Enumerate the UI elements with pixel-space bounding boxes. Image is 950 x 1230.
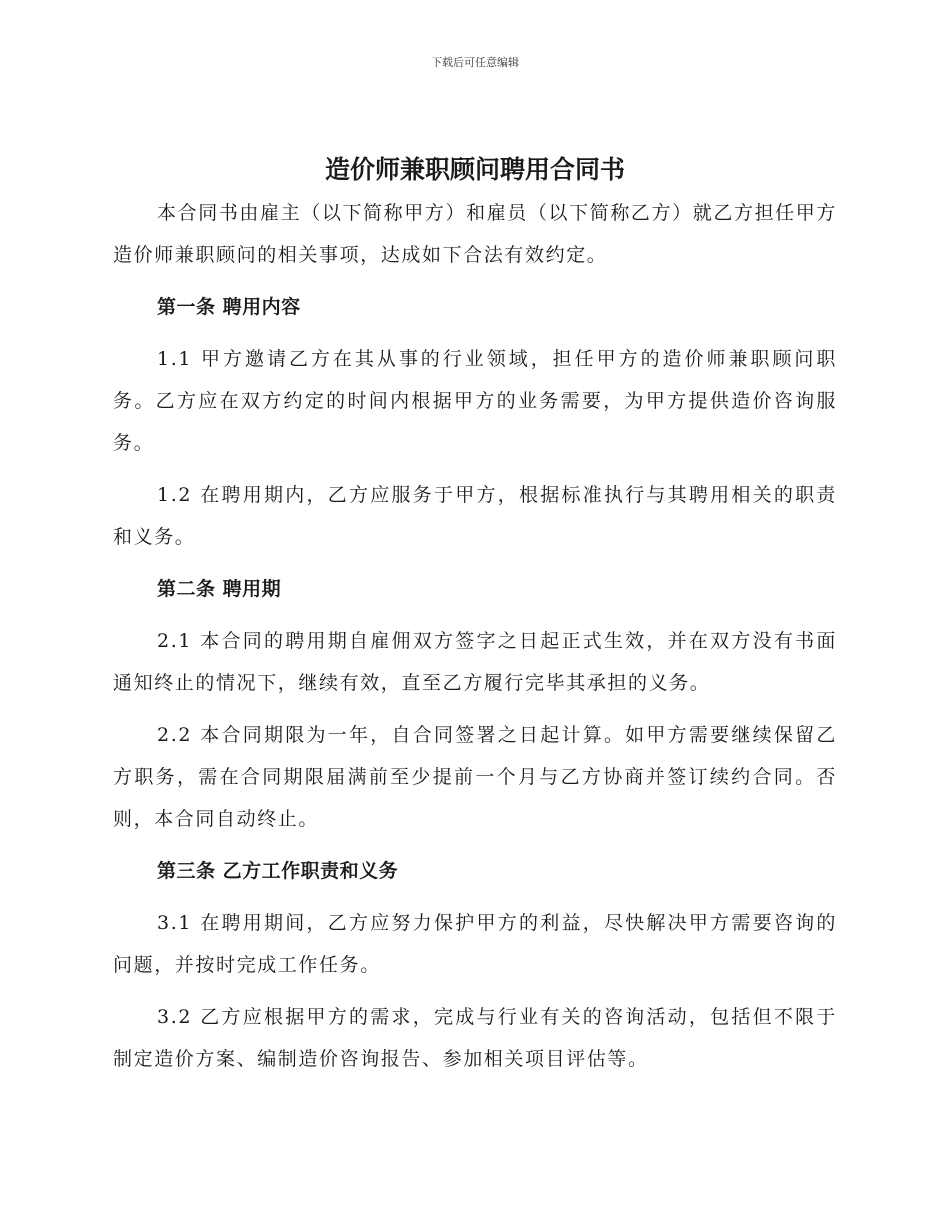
clause-3-2: 3.2 乙方应根据甲方的需求，完成与行业有关的咨询活动，包括但不限于制定造价方案、编制造价咨询报告、参加相关项目评估等。 <box>113 1006 837 1070</box>
clause-3-1: 3.1 在聘用期间，乙方应努力保护甲方的利益，尽快解决甲方需要咨询的问题，并按时完成工作任务。 <box>113 912 837 976</box>
intro-paragraph: 本合同书由雇主（以下简称甲方）和雇员（以下简称乙方）就乙方担任甲方造价师兼职顾问的相关事项，达成如下合法有效约定。 <box>113 202 837 266</box>
document-title: 造价师兼职顾问聘用合同书 <box>324 155 625 184</box>
clause-2-1: 2.1 本合同的聘用期自雇佣双方签字之日起正式生效，并在双方没有书面通知终止的情况下，继续有效，直至乙方履行完毕其承担的义务。 <box>113 630 837 694</box>
article-heading-2: 第二条 聘用期 <box>157 578 282 600</box>
page-header-note: 下载后可任意编辑 <box>431 56 519 69</box>
article-heading-1: 第一条 聘用内容 <box>157 296 301 318</box>
clause-2-2: 2.2 本合同期限为一年，自合同签署之日起计算。如甲方需要继续保留乙方职务，需在合同期限届满前至少提前一个月与乙方协商并签订续约合同。否则，本合同自动终止。 <box>113 724 837 830</box>
clause-1-2: 1.2 在聘用期内，乙方应服务于甲方，根据标准执行与其聘用相关的职责和义务。 <box>113 484 837 548</box>
clause-1-1: 1.1 甲方邀请乙方在其从事的行业领域，担任甲方的造价师兼职顾问职务。乙方应在双方约定的时间内根据甲方的业务需要，为甲方提供造价咨询服务。 <box>113 348 837 454</box>
document-body <box>113 192 837 1090</box>
article-heading-3: 第三条 乙方工作职责和义务 <box>157 860 399 882</box>
